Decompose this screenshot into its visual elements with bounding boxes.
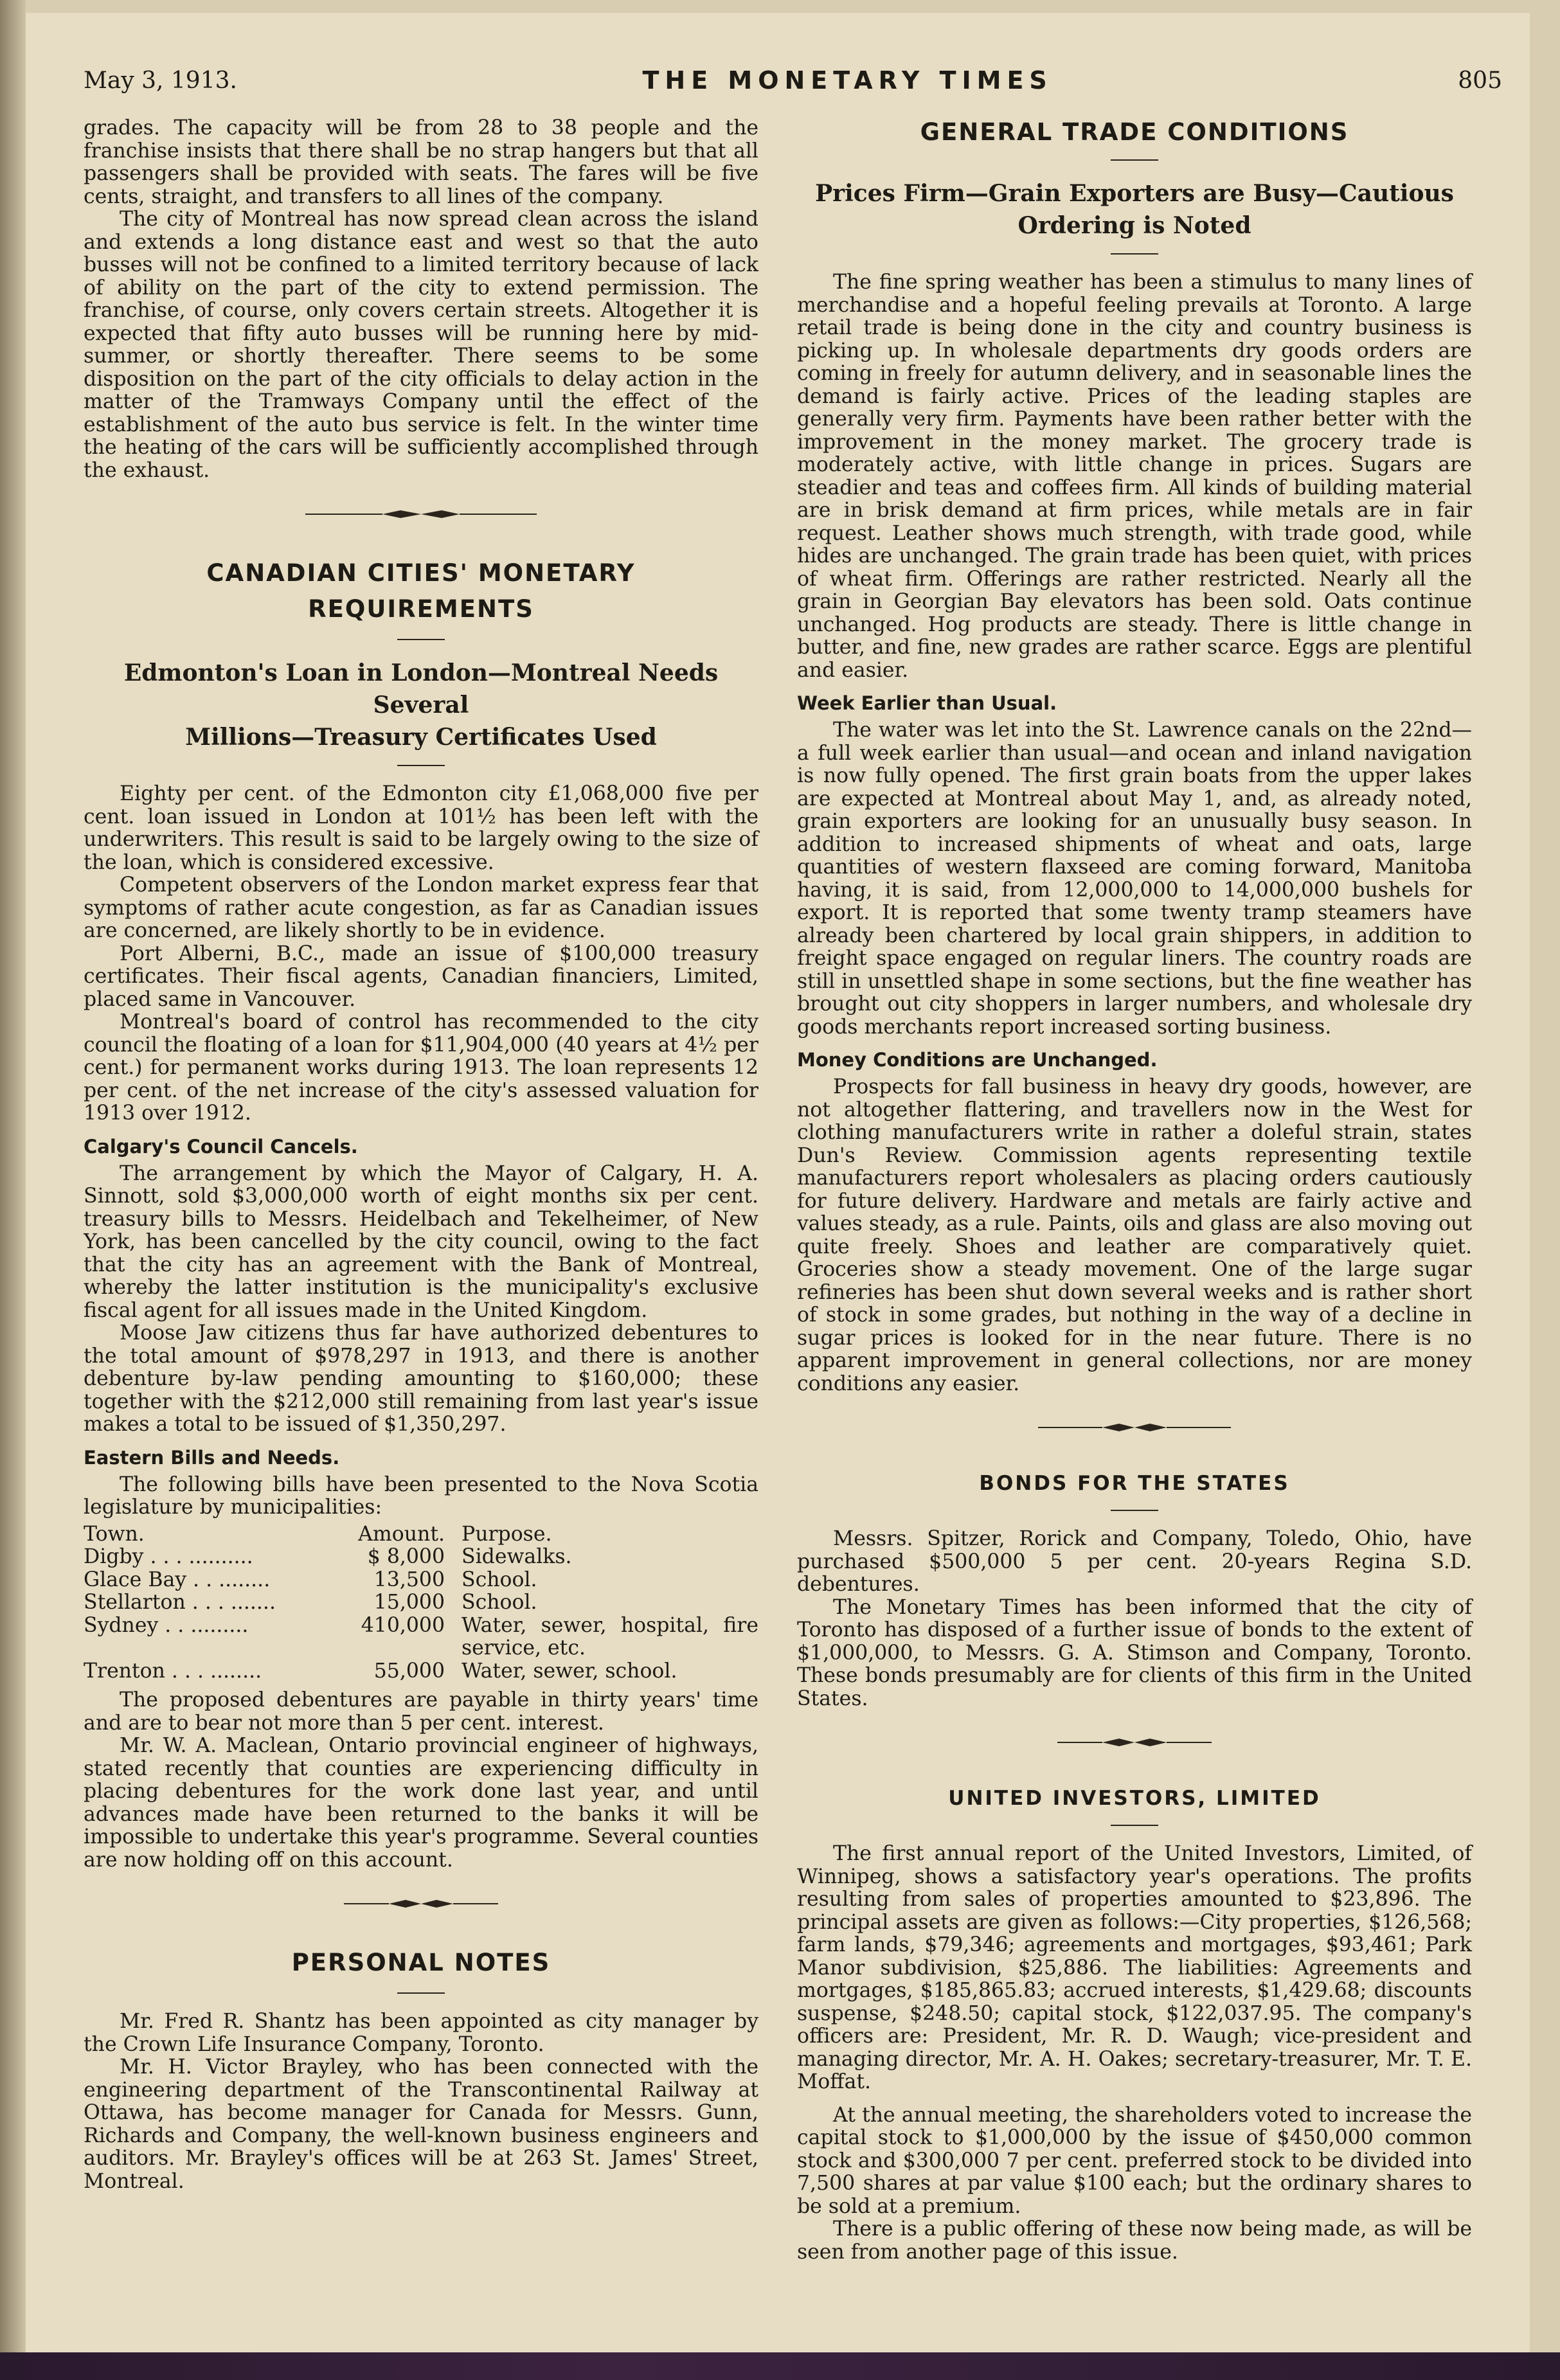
investors-paragraph: The first annual report of the United Investors, Limited, of Winnipeg, shows a satisfactory year's operations. The profits resulting from sales of properties amounted to $23,896. The principal assets are given as follows:—City properties, $126,568; farm lands, $79,346; agreements and mortgages, $93,461; Park Manor subdivision, $25,886. The liabilities: Agreements and mortgages, $185,865.83; accrued interests, $1,429.68; discounts suspense, $248.50; capital stock, $122,037.95. The company's officers are: President, Mr. R. D. Waugh; vice-president and managing director, Mr. A. H. Oakes; secretary-treasurer, Mr. T. E. Moffat. [797, 1842, 1472, 2093]
subtitle-rule [397, 765, 445, 766]
trade-paragraph: The fine spring weather has been a stimulus to many lines of merchandise and a hopeful feeling prevails at Toronto. A large retail trade is being done in the city and country business is picking up. In wholesale departments dry goods orders are coming in freely for autumn delivery, and in seasonable lines the demand is fairly active. Prices of the leading staples are generally very firm. Payments have been rather better with the improvement in the money market. The grocery trade is moderately active, with little change in prices. Sugars are steadier and teas and coffees firm. All kinds of building material are in brisk demand at firm prices, while metals are in fair request. Leather shows much strength, with trade good, while hides are unchanged. The grain trade has been quiet, with prices of wheat firm. Offerings are rather restricted. Nearly all the grain in Georgian Bay elevators has been sold. Oats continue unchanged. Hog products are steady. There is little change in butter, and fine, new grades are rather scarce. Eggs are plentiful and easier. [797, 271, 1472, 682]
cities-title-line2: REQUIREMENTS [308, 595, 534, 623]
week-paragraph: The water was let into the St. Lawrence canals on the 22nd—a full week earlier than usual—and ocean and inland navigation is now fully opened. The first grain boats from the upper lakes are expected at Montreal about May 1, and, as already noted, grain exporters are looking for an unusually busy season. In addition to increased shipments of wheat and oats, large quantities of western flaxseed are coming forward, Manitoba having, it is said, from 12,000,000 to 14,000,000 bushels for export. It is reported that some twenty tramp steamers have already been chartered by local grain shippers, in addition to freight space engaged on regular liners. The country roads are still in unsettled shape in some sections, but the fine weather has brought out city shoppers in larger numbers, and wholesale dry goods merchants report increased sorting business. [797, 719, 1472, 1039]
cities-paragraph: Port Alberni, B.C., made an issue of $100,000 treasury certificates. Their fiscal agents, Canadian financiers, Limited, placed same in Vancouver. [84, 942, 758, 1011]
after-table-paragraph: Mr. W. A. Maclean, Ontario provincial engineer of highways, stated recently that counties are experiencing difficulty in placing debentures for the work done last year, and until advances made have been returned to the banks it will be impossible to undertake this year's programme. Several counties are now holding off on this account. [84, 1734, 758, 1872]
issue-date: May 3, 1913. [84, 67, 237, 94]
table-cell-amount: 410,000 [361, 1613, 445, 1637]
money-paragraph: Prospects for fall business in heavy dry goods, however, are not altogether flattering, and travellers now in the West for clothing manufacturers write in rather a doleful strain, states Dun's Review. Commission agents representing textile manufacturers report wholesalers as placing orders cautiously for future delivery. Hardware and metals are fairly active and values steady, as a rule. Paints, oils and glass are also moving out quite freely. Shoes and leather are comparatively quiet. Groceries show a steady movement. One of the large sugar refineries has been shut down several weeks and is rather short of stock in some grades, but nothing in the way of a decline in sugar prices is looked for in the near future. There is no apparent improvement in general collections, nor are money conditions any easier. [797, 1075, 1472, 1395]
eastern-heading: Eastern Bills and Needs. [84, 1446, 340, 1469]
investors-paragraph: At the annual meeting, the shareholders voted to increase the capital stock to $1,000,000 by the issue of $450,000 common stock and $300,000 7 per cent. preferred stock to be divided into 7,500 shares at par value $100 each; but the ordinary shares to be sold at a premium. [797, 2103, 1472, 2218]
table-row [84, 1615, 758, 1660]
page-header [84, 64, 1502, 96]
bonds-title: BONDS FOR THE STATES [979, 1472, 1290, 1495]
section-divider-ornament [84, 508, 758, 521]
cities-paragraph: Eighty per cent. of the Edmonton city £1,068,000 five per cent. loan issued in London at 101½ has been left with the underwriters. This result is said to be largely owing to the size of the loan, which is considered excessive. [84, 782, 758, 874]
masthead-title: THE MONETARY TIMES [642, 66, 1053, 94]
table-header-row [84, 1523, 758, 1546]
trade-subtitle-line2: Ordering is Noted [1018, 212, 1251, 239]
table-row [84, 1569, 758, 1592]
table-cell-town: Trenton . . . ........ [84, 1659, 262, 1683]
right-column [797, 117, 1472, 2264]
title-rule [1111, 1510, 1158, 1511]
cities-subtitle-line2: Millions—Treasury Certificates Used [185, 724, 657, 751]
ornament-icon [344, 1897, 498, 1910]
table-cell-purpose: School. [462, 1591, 537, 1614]
ornament-icon [1057, 1736, 1212, 1749]
calgary-paragraph: The arrangement by which the Mayor of Calgary, H. A. Sinnott, sold $3,000,000 worth of eight months six per cent. treasury bills to Messrs. Heidelbach and Tekelheimer, of New York, has been cancelled by the city council, owing to the fact that the city has an agreement with the Bank of Montreal, whereby the latter institution is the municipality's exclusive fiscal agent for all issues made in the United Kingdom. [84, 1161, 758, 1322]
table-cell-purpose: Sidewalks. [462, 1545, 572, 1568]
title-rule [1111, 159, 1158, 161]
table-row [84, 1546, 758, 1569]
calgary-paragraph: Moose Jaw citizens thus far have authorized debentures to the total amount of $978,297 in 1913, and there is another debenture by-law pending amounting to $160,000; these together with the $212,000 still remaining from last year's issue makes a total to be issued of $1,350,297. [84, 1321, 758, 1436]
cities-paragraph: Montreal's board of control has recommended to the city council the floating of a loan for $11,904,000 (40 years at 4½ per cent.) for permanent works during 1913. The loan represents 12 per cent. of the net increase of the city's assessed valuation for 1913 over 1912. [84, 1010, 758, 1125]
bottom-edge-shadow [0, 2352, 1560, 2380]
table-cell-purpose: Water, sewer, school. [462, 1659, 677, 1683]
book-spine-shadow [0, 0, 26, 2380]
personal-paragraph: Mr. H. Victor Brayley, who has been connected with the engineering department of the Transcontinental Railway at Ottawa, has become manager for Canada for Messrs. Gunn, Richards and Company, the well-known business engineers and auditors. Mr. Brayley's offices will be at 263 St. James' Street, Montreal. [84, 2055, 758, 2193]
table-cell-amount: 55,000 [373, 1659, 445, 1683]
cities-title-line1: CANADIAN CITIES' MONETARY [206, 559, 636, 587]
after-table-paragraph: The proposed debentures are payable in thirty years' time and are to bear not more than 5 per cent. interest. [84, 1688, 758, 1735]
left-column [84, 117, 758, 2193]
table-header: Town. [84, 1522, 145, 1546]
bonds-paragraph: Messrs. Spitzer, Rorick and Company, Toledo, Ohio, have purchased $500,000 5 per cent. 20-years Regina S.D. debentures. [797, 1527, 1472, 1596]
table-header: Purpose. [462, 1522, 552, 1546]
investors-paragraph: There is a public offering of these now being made, as will be seen from another page of this issue. [797, 2217, 1472, 2264]
section-divider-ornament [797, 1736, 1472, 1749]
cities-paragraph: Competent observers of the London market express fear that symptoms of rather acute congestion, as far as Canadian issues are concerned, are likely shortly to be in evidence. [84, 873, 758, 942]
table-row [84, 1591, 758, 1615]
trade-title: GENERAL TRADE CONDITIONS [920, 118, 1349, 146]
bills-table [84, 1523, 758, 1683]
table-cell-town: Digby . . . .......... [84, 1545, 253, 1568]
table-row [84, 1660, 758, 1683]
table-cell-town: Stellarton . . . ....... [84, 1591, 276, 1614]
calgary-heading: Calgary's Council Cancels. [84, 1135, 358, 1158]
table-cell-town: Sydney . . ......... [84, 1613, 249, 1637]
table-cell-purpose: School. [462, 1568, 537, 1591]
table-cell-purpose: Water, sewer, hospital, fire service, etc. [462, 1613, 758, 1660]
cities-subtitle-line1: Edmonton's Loan in London—Montreal Needs Several [123, 659, 719, 719]
section-divider-ornament [797, 1421, 1472, 1434]
table-header: Amount. [358, 1522, 445, 1546]
section-divider-ornament [84, 1897, 758, 1910]
trade-subtitle-line1: Prices Firm—Grain Exporters are Busy—Cautious [815, 180, 1454, 207]
eastern-intro: The following bills have been presented to the Nova Scotia legislature by municipalities: [84, 1472, 758, 1519]
investors-title: UNITED INVESTORS, LIMITED [948, 1787, 1321, 1810]
personal-title: PERSONAL NOTES [291, 1949, 551, 1976]
table-cell-amount: 13,500 [373, 1568, 445, 1591]
table-cell-amount: 15,000 [373, 1591, 445, 1614]
ornament-icon [1038, 1421, 1231, 1434]
table-cell-amount: $ 8,000 [367, 1545, 445, 1568]
subtitle-rule [1111, 253, 1158, 255]
week-heading: Week Earlier than Usual. [797, 692, 1057, 714]
table-cell-town: Glace Bay . . ........ [84, 1568, 271, 1591]
title-rule [397, 1992, 445, 1994]
page-number: 805 [1458, 67, 1502, 94]
intro-paragraph: grades. The capacity will be from 28 to 38 people and the franchise insists that there shall be no strap hangers but that all passengers shall be provided with seats. The fares will be five cents, straight, and transfers to all lines of the company. [84, 116, 758, 208]
title-rule [397, 639, 445, 640]
money-heading: Money Conditions are Unchanged. [797, 1049, 1158, 1071]
ornament-icon [305, 508, 537, 521]
intro-paragraph: The city of Montreal has now spread clean across the island and extends a long distance east and west so that the auto busses will not be confined to a limited territory because of lack of ability on the part of the city to extend permission. The franchise, of course, only covers certain streets. Altogether it is expected that fifty auto busses will be running here by mid-summer, or shortly thereafter. There seems to be some disposition on the part of the city officials to delay action in the matter of the Tramways Company until the effect of the establishment of the auto bus service is felt. In the winter time the heating of the cars will be sufficiently accomplished through the exhaust. [84, 208, 758, 482]
bonds-paragraph: The Monetary Times has been informed that the city of Toronto has disposed of a further issue of bonds to the extent of $1,000,000, to Messrs. G. A. Stimson and Company, Toronto. These bonds presumably are for clients of this firm in the United States. [797, 1595, 1472, 1710]
personal-paragraph: Mr. Fred R. Shantz has been appointed as city manager by the Crown Life Insurance Company, Toronto. [84, 2010, 758, 2056]
title-rule [1111, 1825, 1158, 1826]
